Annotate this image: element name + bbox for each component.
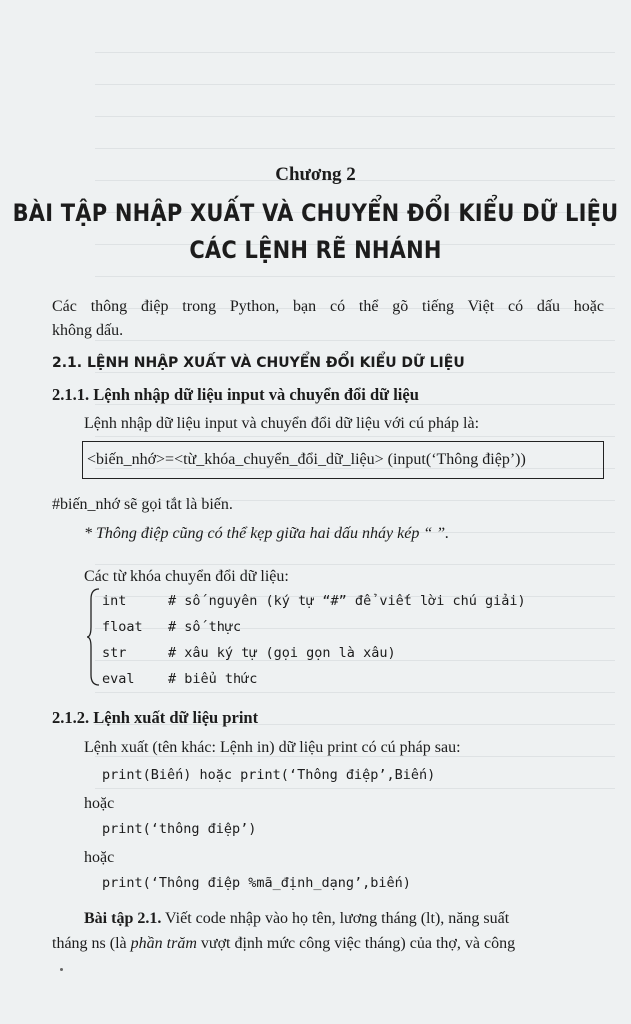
section-2-1-2-heading: 2.1.2. Lệnh xuất dữ liệu print <box>52 708 259 727</box>
keyword-eval: eval <box>102 671 135 687</box>
keyword-int: int <box>102 593 127 609</box>
exercise-line2-b: vượt định mức công việc tháng) của thợ, và công <box>196 935 516 952</box>
input-syntax-intro: Lệnh nhập dữ liệu input và chuyển đổi dữ liệu với cú pháp là: <box>84 415 480 432</box>
keyword-str: str <box>102 645 127 661</box>
exercise-line2-em: phần trăm <box>130 935 197 952</box>
exercise-2-1-line1 <box>84 906 604 932</box>
keyword-float: float <box>102 619 143 635</box>
keyword-eval-desc: # biểu thức <box>168 671 258 687</box>
print-code-3: print(‘Thông điệp %mã_định_dạng’,biến) <box>102 875 411 891</box>
curly-brace-icon <box>86 587 100 687</box>
page-speck <box>60 968 63 971</box>
variable-note: #biến_nhớ sẽ gọi tắt là biến. <box>52 496 233 513</box>
exercise-line2-a: tháng ns (là <box>52 935 131 952</box>
intro-line1: Các thông điệp trong Python, bạn có thể gõ tiếng Việt có dấu hoặc <box>52 298 604 315</box>
section-2-1-1-heading: 2.1.1. Lệnh nhập dữ liệu input và chuyển đổi dữ liệu <box>52 385 419 404</box>
print-code-2: print(‘thông điệp’) <box>102 821 257 837</box>
exercise-line1-text: Viết code nhập vào họ tên, lương tháng (lt), năng suất <box>161 910 510 927</box>
keyword-str-desc: # xâu ký tự (gọi gọn là xâu) <box>168 645 396 661</box>
chapter-title-line1: BÀI TẬP NHẬP XUẤT VÀ CHUYỂN ĐỔI KIỂU DỮ LIỆU <box>12 199 619 227</box>
keywords-intro: Các từ khóa chuyển đổi dữ liệu: <box>84 568 289 585</box>
intro-line2: không dấu. <box>52 322 124 339</box>
print-code-1: print(Biến) hoặc print(‘Thông điệp’,Biến) <box>102 767 436 783</box>
or-text-2: hoặc <box>84 849 115 866</box>
or-text-1: hoặc <box>84 795 115 812</box>
input-syntax-box: <biến_nhớ>=<từ_khóa_chuyển_đổi_dữ_liệu> (input(‘Thông điệp’)) <box>82 441 604 479</box>
keyword-float-desc: # số thực <box>168 619 242 635</box>
keyword-int-desc: # số nguyên (ký tự “#” để viết lời chú giải) <box>168 593 526 609</box>
exercise-label: Bài tập 2.1. <box>84 910 162 927</box>
message-quote-note: * Thông điệp cũng có thể kẹp giữa hai dấu nháy kép “ ”. <box>84 525 450 542</box>
section-2-1-heading: 2.1. LỆNH NHẬP XUẤT VÀ CHUYỂN ĐỔI KIỂU DỮ LIỆU <box>52 355 465 371</box>
print-syntax-intro: Lệnh xuất (tên khác: Lệnh in) dữ liệu print có cú pháp sau: <box>84 739 461 756</box>
chapter-label: Chương 2 <box>275 164 356 185</box>
exercise-2-1-line2 <box>52 931 612 957</box>
chapter-title-line2: CÁC LỆNH RẼ NHÁNH <box>189 236 442 264</box>
